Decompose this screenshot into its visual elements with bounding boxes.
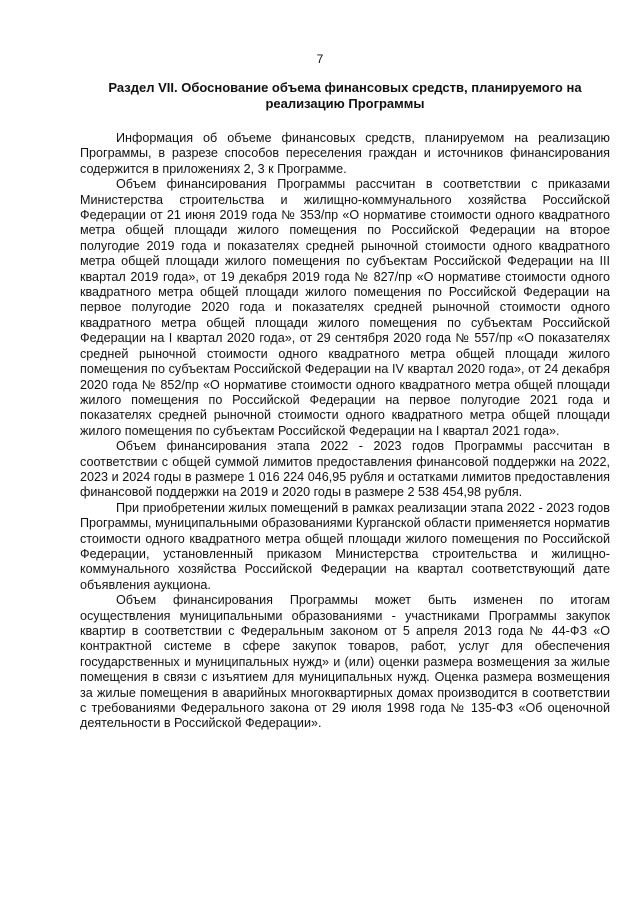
page-number: 7 <box>316 52 324 66</box>
section-title: Раздел VII. Обоснование объема финансовых средств, планируемого на реализацию Программы <box>108 80 582 111</box>
document-body <box>80 131 610 732</box>
paragraph-housing-acquisition: При приобретении жилых помещений в рамках реализации этапа 2022 - 2023 годов Программы, муниципальными образованиями Курганской области применяется норматив стоимости одного квадратного метра общей площади жилого помещения по Российской Федерации, установленный приказом Министерства строительства и жилищно-коммунального хозяйства Российской Федерации на квартал соответствующий дате объявления аукциона. <box>80 500 610 592</box>
paragraph-funding-calculation: Объем финансирования Программы рассчитан в соответствии с приказами Министерства строительства и жилищно-коммунального хозяйства Российской Федерации от 21 июня 2019 года № 353/пр «О нормативе стоимости одного квадратного метра общей площади жилого помещения по Российской Федерации на второе полугодие 2019 года и показателях средней рыночной стоимости одного квадратного метра общей площади жилого помещения по субъектам Российской Федерации на III квартал 2019 года», от 19 декабря 2019 года № 827/пр «О нормативе стоимости одного квадратного метра общей площади жилого помещения по Российской Федерации на первое полугодие 2020 года и показателях средней рыночной стоимости одного квадратного метра общей площади жилого помещения по субъектам Российской Федерации на I квартал 2020 года», от 29 сентября 2020 года № 557/пр «О показателях средней рыночной стоимости одного квадратного метра общей площади жилого помещения по субъектам Российской Федерации на IV квартал 2020 года», от 24 декабря 2020 года № 852/пр «О нормативе стоимости одного квадратного метра общей площади жилого помещения по Российской Федерации на первое полугодие 2021 года и показателях средней рыночной стоимости одного квадратного метра общей площади жилого помещения по субъектам Российской Федерации на I квартал 2021 года». <box>80 177 610 438</box>
paragraph-stage-funding: Объем финансирования этапа 2022 - 2023 годов Программы рассчитан в соответствии с общей суммой лимитов предоставления финансовой поддержки на 2022, 2023 и 2024 годы в размере 1 016 224 046,95 рубля и остатками лимитов предоставления финансовой поддержки на 2019 и 2020 годы в размере 2 538 454,98 рубля. <box>80 439 610 500</box>
paragraph-funding-changes: Объем финансирования Программы может быть изменен по итогам осуществления муниципальными образованиями - участниками Программы закупок квартир в соответствии с Федеральным законом от 5 апреля 2013 года № 44-ФЗ «О контрактной системе в сфере закупок товаров, работ, услуг для обеспечения государственных и муниципальных нужд» и (или) оценки размера возмещения за жилые помещения в связи с изъятием для муниципальных нужд. Оценка размера возмещения за жилые помещения в аварийных многоквартирных домах производится в соответствии с требованиями Федерального закона от 29 июля 1998 года № 135-ФЗ «Об оценочной деятельности в Российской Федерации». <box>80 593 610 731</box>
paragraph-funding-info: Информация об объеме финансовых средств, планируемом на реализацию Программы, в разрезе способов переселения граждан и источников финансирования содержится в приложениях 2, 3 к Программе. <box>80 131 610 176</box>
